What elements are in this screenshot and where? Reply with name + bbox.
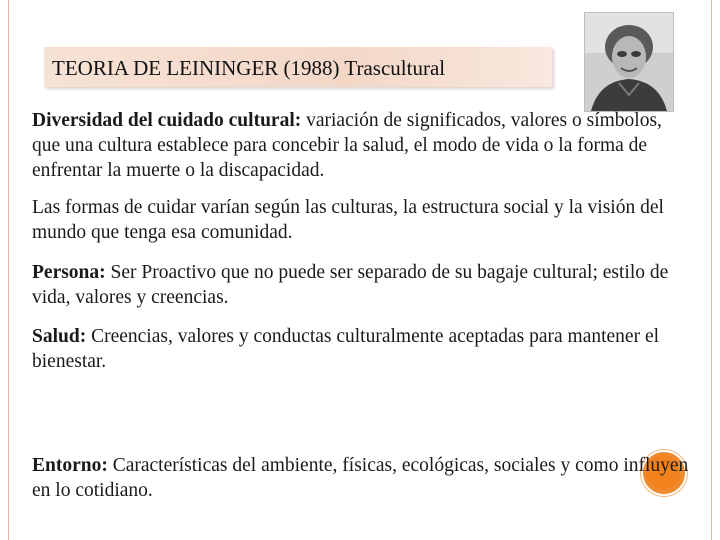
paragraph-formas-de-cuidar xyxy=(32,195,692,245)
slide-title: TEORIA DE LEININGER (1988) Trascultural xyxy=(52,56,446,80)
slide-right-border xyxy=(711,0,712,540)
portrait-photo-icon xyxy=(584,12,674,112)
paragraph-text: Ser Proactivo que no puede ser separado de su bagaje cultural; estilo de vida, valores y creencias. xyxy=(32,262,669,308)
slide-body xyxy=(32,108,692,386)
slide-left-border xyxy=(8,0,9,540)
paragraph-text: Las formas de cuidar varían según las culturas, la estructura social y la visión del mundo que tenga esa comunidad. xyxy=(32,197,664,243)
term-label: Persona: xyxy=(32,262,106,283)
paragraph-entorno xyxy=(32,453,692,503)
paragraph-text: Creencias, valores y conductas culturalmente aceptadas para mantener el bienestar. xyxy=(32,326,660,372)
paragraph-text: variación de significados, valores o símbolos, que una cultura establece para concebir la salud, el modo de vida o la forma de enfrentar la muerte o la discapacidad. xyxy=(32,110,662,181)
paragraph-persona xyxy=(32,260,692,310)
term-label: Salud: xyxy=(32,326,87,347)
paragraph-text: Características del ambiente, físicas, ecológicas, sociales y como influyen en lo cotidiano. xyxy=(32,455,689,501)
paragraph-salud xyxy=(32,324,692,374)
paragraph-diversidad xyxy=(32,108,692,183)
term-label: Diversidad del cuidado cultural: xyxy=(32,110,302,131)
term-label: Entorno: xyxy=(32,455,108,476)
